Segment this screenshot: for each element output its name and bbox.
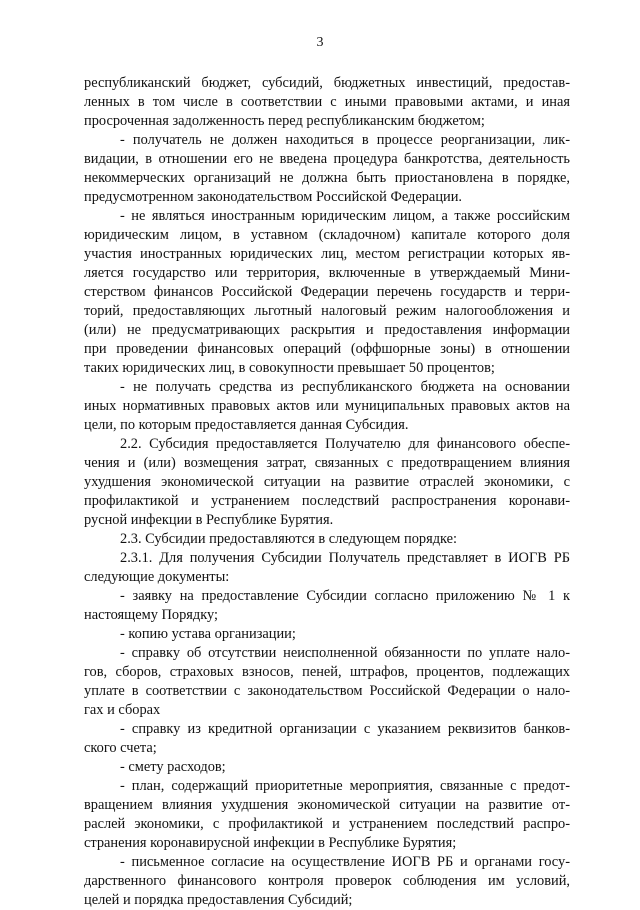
- text-line: - не получать средства из республиканского бюджета на основании: [120, 379, 570, 395]
- text-line: ляется государство или территория, включенные в утверждаемый Мини-: [84, 265, 570, 281]
- text-line: раслей экономики, с профилактикой и устранением последствий распро-: [84, 816, 570, 832]
- text-line: просроченная задолженность перед республиканским бюджетом;: [84, 113, 485, 129]
- text-line: уплате в соответствии с законодательством Российской Федерации о нало-: [84, 683, 570, 699]
- text-line: при проведении финансовых операций (оффшорные зоны) в отношении: [84, 341, 570, 357]
- text-line: ленных в том числе в соответствии с иными правовыми актами, и иная: [84, 94, 570, 110]
- text-line: республиканский бюджет, субсидий, бюджетных инвестиций, предостав-: [84, 75, 570, 91]
- text-line: - получатель не должен находиться в процессе реорганизации, лик-: [120, 132, 570, 148]
- text-line: 2.3.1. Для получения Субсидии Получатель представляет в ИОГВ РБ: [120, 550, 570, 566]
- text-line: целей и порядка предоставления Субсидий;: [84, 892, 353, 908]
- text-line: настоящему Порядку;: [84, 607, 218, 623]
- text-line: - план, содержащий приоритетные мероприятия, связанные с предот-: [120, 778, 570, 794]
- text-line: - копию устава организации;: [120, 626, 296, 642]
- text-line: цели, по которым предоставляется данная Субсидия.: [84, 417, 409, 433]
- text-line: ского счета;: [84, 740, 157, 756]
- text-line: 2.2. Субсидия предоставляется Получателю для финансового обеспе-: [120, 436, 570, 452]
- text-line: видации, в отношении его не введена процедура банкротства, деятельность: [84, 151, 570, 167]
- text-line: дарственного финансового контроля проверок соблюдения им условий,: [84, 873, 570, 889]
- text-line: - справку из кредитной организации с указанием реквизитов банков-: [120, 721, 570, 737]
- text-line: гах и сборах: [84, 702, 161, 718]
- text-line: русной инфекции в Республике Бурятия.: [84, 512, 334, 528]
- text-line: ухудшения экономической ситуации на развитие отраслей экономики, с: [84, 474, 570, 490]
- document-body: [84, 74, 570, 910]
- text-line: - заявку на предоставление Субсидии согласно приложению № 1 к: [120, 588, 570, 604]
- text-line: - смету расходов;: [120, 759, 226, 775]
- text-line: следующие документы:: [84, 569, 230, 585]
- text-line: стерством финансов Российской Федерации перечень государств и терри-: [84, 284, 570, 300]
- text-line: - не являться иностранным юридическим лицом, а также российским: [120, 208, 570, 224]
- text-line: - справку об отсутствии неисполненной обязанности по уплате нало-: [120, 645, 570, 661]
- text-line: - письменное согласие на осуществление ИОГВ РБ и органами госу-: [120, 854, 570, 870]
- text-line: профилактикой и устранением последствий распространения коронави-: [84, 493, 570, 509]
- text-line: странения коронавирусной инфекции в Республике Бурятия;: [84, 835, 457, 851]
- text-line: иных нормативных правовых актов или муниципальных правовых актов на: [84, 398, 570, 414]
- page-number: 3: [316, 35, 324, 50]
- text-line: некоммерческих организаций не должна быть приостановлена в порядке,: [84, 170, 570, 186]
- text-line: чения и (или) возмещения затрат, связанных с предотвращением влияния: [84, 455, 570, 471]
- text-line: гов, сборов, страховых взносов, пеней, штрафов, процентов, подлежащих: [84, 664, 570, 680]
- text-line: участия иностранных юридических лиц, местом регистрации которых яв-: [84, 246, 570, 262]
- text-line: вращением влияния ухудшения экономической ситуации на развитие от-: [84, 797, 570, 813]
- text-line: 2.3. Субсидии предоставляются в следующем порядке:: [120, 531, 458, 547]
- text-line: таких юридических лиц, в совокупности превышает 50 процентов;: [84, 360, 495, 376]
- text-line: предусмотренном законодательством Российской Федерации.: [84, 189, 463, 205]
- text-line: юридическим лицом, в уставном (складочном) капитале которого доля: [84, 227, 570, 243]
- text-line: (или) не предусматривающих раскрытия и предоставления информации: [84, 322, 570, 338]
- text-line: торий, предоставляющих льготный налоговый режим налогообложения и: [84, 303, 570, 319]
